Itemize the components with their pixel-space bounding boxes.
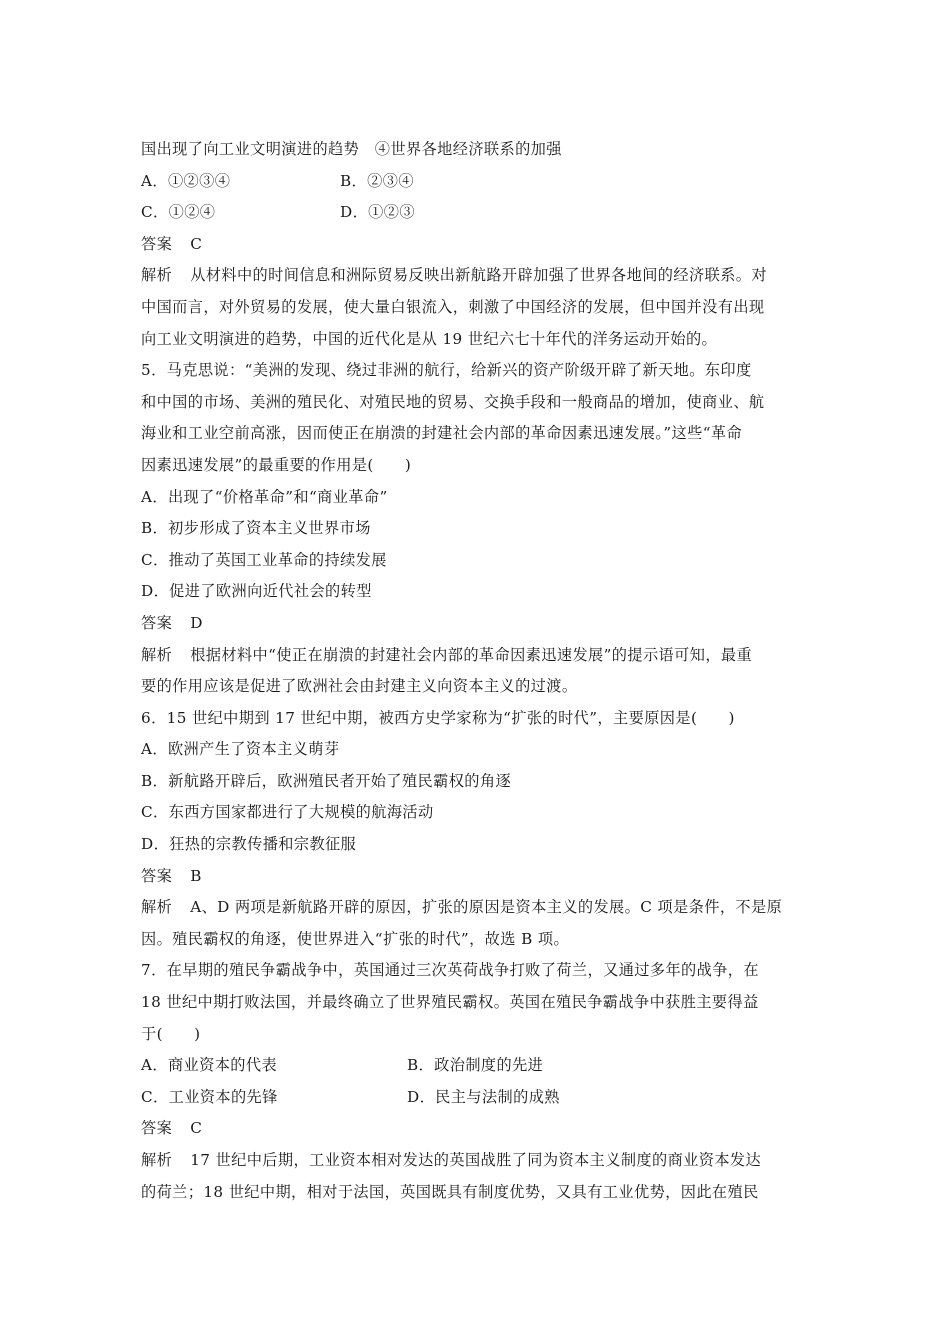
analysis-text: 根据材料中“使正在崩溃的封建社会内部的革命因素迅速发展”的提示语可知，最重 <box>190 645 753 664</box>
question-stem: 5．马克思说：“美洲的发现、绕过非洲的航行，给新兴的资产阶级开辟了新天地。东印度 <box>141 361 752 380</box>
answer-line <box>141 861 811 893</box>
option-a: A．出现了“价格革命”和“商业革命” <box>141 487 388 506</box>
options-row <box>141 1050 811 1082</box>
analysis-line: 要的作用应该是促进了欧洲社会由封建主义向资本主义的过渡。 <box>141 677 578 696</box>
document-page <box>141 134 811 1208</box>
question-stem: 6．15 世纪中期到 17 世纪中期，被西方史学家称为“扩张的时代”，主要原因是( ) <box>141 708 735 727</box>
answer-label: 答案 <box>141 234 173 253</box>
analysis-label: 解析 <box>141 1151 173 1169</box>
option-a: A．欧洲产生了资本主义萌芽 <box>141 740 340 759</box>
analysis-label: 解析 <box>141 898 173 917</box>
analysis-text: 从材料中的时间信息和洲际贸易反映出新航路开辟加强了世界各地间的经济联系。对 <box>190 266 767 285</box>
option-b: B．政治制度的先进 <box>407 1056 544 1075</box>
analysis-text: 17 世纪中后期，工业资本相对发达的英国战胜了同为资本主义制度的商业资本发达 <box>190 1151 762 1169</box>
answer-line <box>141 608 811 640</box>
text-line: 国出现了向工业文明演进的趋势 ④世界各地经济联系的加强 <box>141 140 562 158</box>
answer-label: 答案 <box>141 1119 173 1138</box>
answer-label: 答案 <box>141 866 173 885</box>
analysis-text: A、D 两项是新航路开辟的原因，扩张的原因是资本主义的发展。C 项是条件，不是原 <box>190 898 783 917</box>
analysis-label: 解析 <box>141 645 173 664</box>
analysis-line: 因。殖民霸权的角逐，使世界进入“扩张的时代”，故选 B 项。 <box>141 929 570 948</box>
options-row <box>141 1082 811 1114</box>
analysis-line <box>141 1145 811 1177</box>
option-b: B．②③④ <box>340 171 414 190</box>
question-stem: 于( ) <box>141 1024 201 1043</box>
answer-value: C <box>190 234 203 253</box>
option-b: B．初步形成了资本主义世界市场 <box>141 519 371 538</box>
analysis-line <box>141 640 811 672</box>
answer-line <box>141 229 811 261</box>
question-stem: 因素迅速发展”的最重要的作用是( ) <box>141 455 412 474</box>
analysis-line: 的荷兰；18 世纪中期，相对于法国，英国既具有制度优势，又具有工业优势，因此在殖民 <box>141 1182 759 1201</box>
option-c: C．工业资本的先锋 <box>141 1087 278 1106</box>
answer-value: D <box>190 613 203 632</box>
options-row <box>141 166 811 198</box>
option-c: C．东西方国家都进行了大规模的航海活动 <box>141 803 434 822</box>
option-c: C．①②④ <box>141 203 216 222</box>
analysis-line <box>141 260 811 292</box>
answer-label: 答案 <box>141 613 173 632</box>
options-row <box>141 197 811 229</box>
option-d: D．民主与法制的成熟 <box>407 1087 560 1106</box>
option-d: D．①②③ <box>340 203 415 222</box>
option-a: A．①②③④ <box>141 171 231 190</box>
option-c: C．推动了英国工业革命的持续发展 <box>141 550 387 569</box>
option-d: D．狂热的宗教传播和宗教征服 <box>141 835 357 854</box>
answer-value: B <box>190 866 202 885</box>
question-stem: 海业和工业空前高涨，因而使正在崩溃的封建社会内部的革命因素迅速发展。”这些“革命 <box>141 424 743 443</box>
answer-line <box>141 1113 811 1145</box>
analysis-line: 向工业文明演进的趋势，中国的近代化是从 19 世纪六七十年代的洋务运动开始的。 <box>141 329 718 348</box>
question-stem: 7．在早期的殖民争霸战争中，英国通过三次英荷战争打败了荷兰，又通过多年的战争，在 <box>141 961 759 980</box>
analysis-line <box>141 892 811 924</box>
option-a: A．商业资本的代表 <box>141 1056 278 1075</box>
analysis-line: 中国而言，对外贸易的发展，使大量白银流入，刺激了中国经济的发展，但中国并没有出现 <box>141 297 765 316</box>
question-stem: 18 世纪中期打败法国，并最终确立了世界殖民霸权。英国在殖民争霸战争中获胜主要得益 <box>141 993 759 1012</box>
question-stem: 和中国的市场、美洲的殖民化、对殖民地的贸易、交换手段和一般商品的增加，使商业、航 <box>141 392 765 411</box>
answer-value: C <box>190 1119 203 1138</box>
option-d: D．促进了欧洲向近代社会的转型 <box>141 582 372 601</box>
analysis-label: 解析 <box>141 266 173 285</box>
option-b: B．新航路开辟后，欧洲殖民者开始了殖民霸权的角逐 <box>141 771 512 790</box>
